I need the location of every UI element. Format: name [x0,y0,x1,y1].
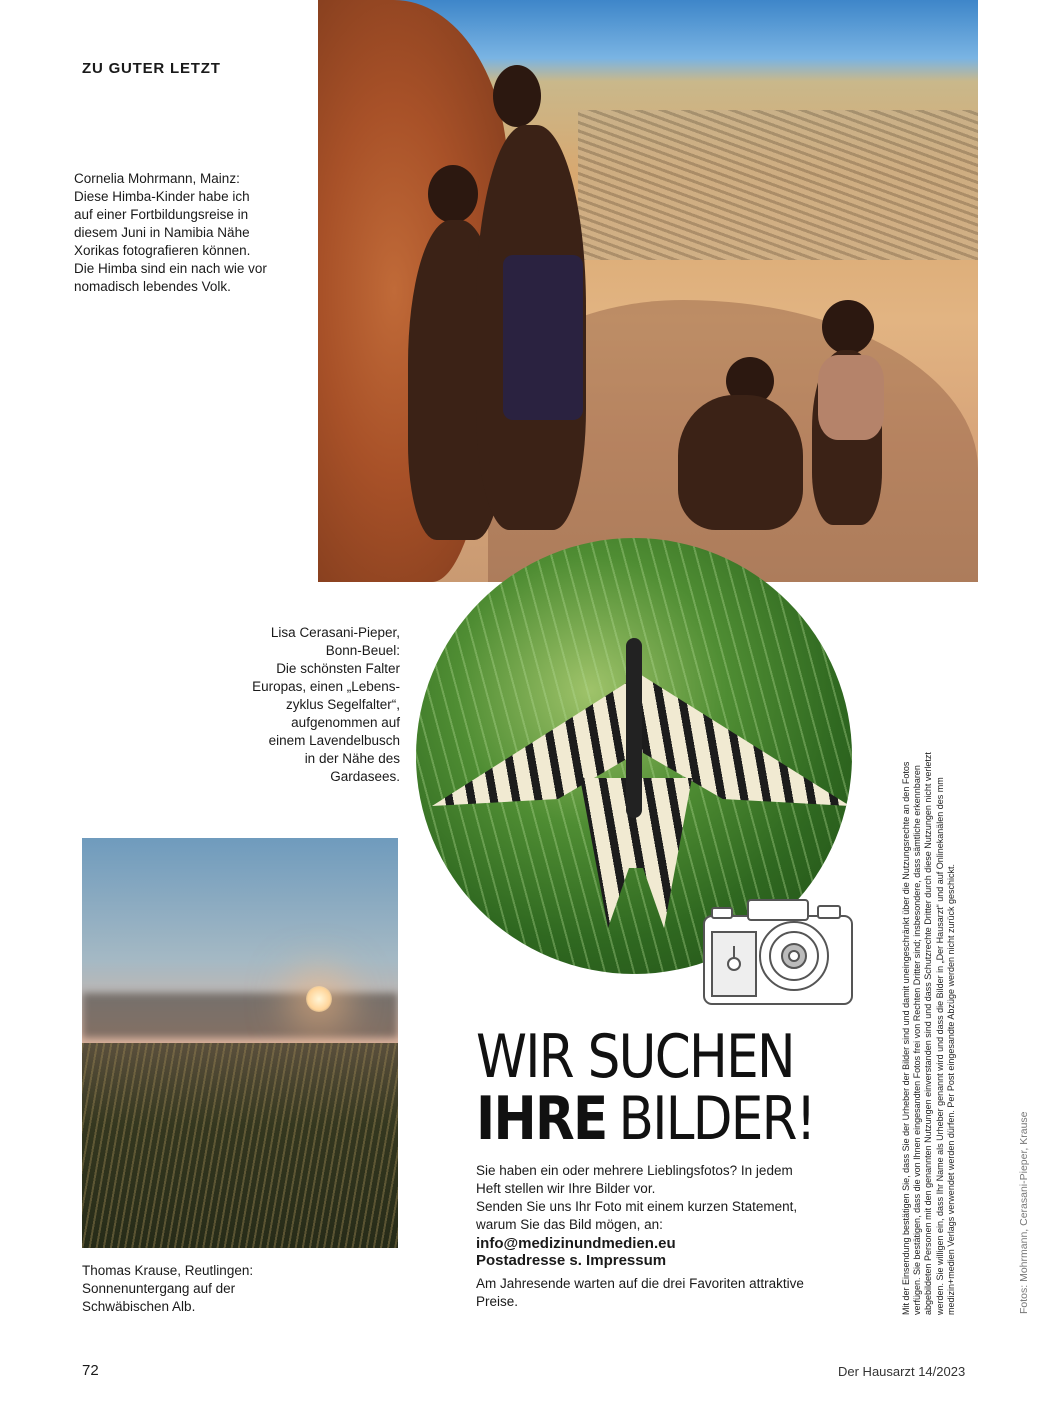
headline-rest: BILDER! [618,1084,815,1154]
caption-himba [74,170,309,296]
caption-line: diesem Juni in Namibia Nähe [74,225,250,240]
body-line: Sie haben ein oder mehrere Lieblingsfotos? In jedem [476,1163,793,1178]
caption-butterfly [210,624,400,786]
photo-sunset [82,838,398,1248]
caption-line: aufgenommen auf [291,715,400,730]
body-line: Heft stellen wir Ihre Bilder vor. [476,1181,656,1196]
caption-line: auf einer Fortbildungsreise in [74,207,249,222]
caption-line: Xorikas fotografieren können. [74,243,251,258]
photo-skirt [503,255,583,420]
caption-line: nomadisch lebendes Volk. [74,279,231,294]
contact-email[interactable]: info@medizinundmedien.eu [476,1235,676,1252]
photo-sun [306,986,332,1012]
disclaimer-line: Mit der Einsendung bestätigen Sie, dass Sie der Urheber der Bilder sind und damit uneingeschränkt über die Nutzungsrechte an den Fotos [901,761,911,1315]
page-number: 72 [82,1362,99,1379]
photo-bushes [578,110,978,260]
photo-child-head [822,300,874,354]
caption-line: in der Nähe des [304,751,400,766]
body-line: Senden Sie uns Ihr Foto mit einem kurzen Statement, [476,1199,798,1214]
caption-line: Cornelia Mohrmann, Mainz: [74,171,240,186]
photo-shirt [818,355,884,440]
caption-line: Lisa Cerasani-Pieper, [270,625,400,640]
photo-child-head [428,165,478,223]
caption-line: einem Lavendelbusch [268,733,400,748]
caption-line: Die Himba sind ein nach wie vor [74,261,267,276]
caption-line: zyklus Segelfalter“, [285,697,400,712]
call-for-photos-text [476,1162,866,1311]
camera-icon [698,892,858,1010]
caption-line: Europas, einen „Lebens- [252,679,400,694]
caption-line: Thomas Krause, Reutlingen: [82,1263,254,1278]
body-closing-line: Am Jahresende warten auf die drei Favoriten attraktive [476,1276,804,1291]
body-closing-line: Preise. [476,1294,519,1309]
caption-line: Schwäbischen Alb. [82,1299,196,1314]
photo-wheat-field [82,1043,398,1248]
section-label: ZU GUTER LETZT [82,60,221,77]
submission-disclaimer [901,615,957,1315]
caption-line: Bonn-Beuel: [325,643,400,658]
caption-line: Diese Himba-Kinder habe ich [74,189,250,204]
headline [476,1022,870,1154]
photo-butterfly-body [626,638,642,818]
disclaimer-line: abgebildeten Personen mit den genannten Nutzungen einverstanden sind und dass Schutzrechte Dritter durch diese Nutzungen nicht verletzt [923,752,934,1315]
contact-postal: Postadresse s. Impressum [476,1252,667,1269]
headline-line-2 [476,1084,815,1154]
headline-line-1: WIR SUCHEN [476,1022,794,1092]
photo-child [678,395,803,530]
photo-himba-children [318,0,978,582]
disclaimer-line: medizin+medien Verlags verwendet werden dürfen. Per Post eingesandte Abzüge werden nicht zurück geschickt. [945,863,956,1315]
caption-sunset [82,1262,322,1316]
caption-line: Sonnenuntergang auf der [82,1281,236,1296]
photo-credits: Fotos: Mohrmann, Cerasani-Pieper, Krause [1018,1111,1030,1314]
photo-tree-line [82,993,398,1038]
photo-child-head [493,65,541,127]
body-line: warum Sie das Bild mögen, an: [476,1217,663,1232]
disclaimer-line: werden. Sie willigen ein, dass Ihr Name als Urheber genannt wird und dass die Bilder in „Der Hausarzt“ und auf Onlinekanälen des mm [934,777,945,1315]
caption-line: Gardasees. [330,769,400,784]
disclaimer-line: verfügen. Sie bestätigen, dass die von Ihnen eingesandten Fotos frei von Rechten Dritter sind; insbesondere, dass sämtliche erkennbaren [912,765,923,1315]
issue-label: Der Hausarzt 14/2023 [838,1364,966,1379]
caption-line: Die schönsten Falter [276,661,400,676]
headline-bold-word: IHRE [476,1084,607,1154]
